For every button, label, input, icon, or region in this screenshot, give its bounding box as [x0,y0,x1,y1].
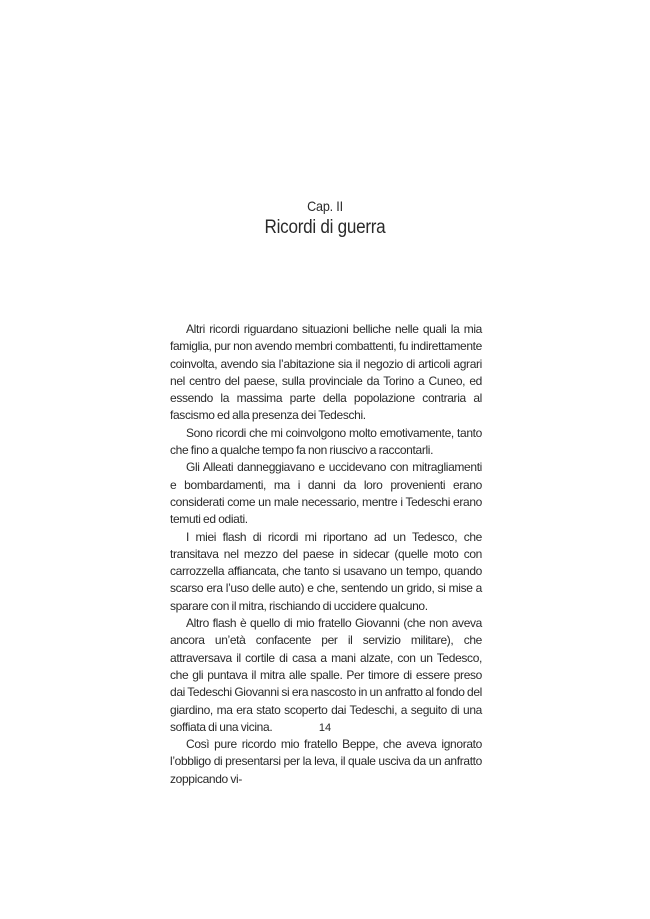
paragraph: Altri ricordi riguardano situazioni belliche nelle quali la mia famiglia, pur non avendo membri combattenti, fu indirettamente coinvolta, avendo sia l’abitazione sia il negozio di articoli agrari nel centro del paese, sulla provinciale da Torino a Cuneo, ed essendo la massima parte della popolazione contraria al fascismo ed alla presenza dei Tedeschi. [170,322,482,423]
paragraph: Gli Alleati danneggiavano e uccidevano con mitragliamenti e bombardamenti, ma i danni da loro provenienti erano considerati come un male necessario, mentre i Tedeschi erano temuti ed odiati. [170,460,482,527]
page-number: 14 [318,722,332,734]
chapter-number: Cap. II [307,198,343,214]
paragraph: Così pure ricordo mio fratello Beppe, che aveva ignorato l’obbligo di presentarsi per la leva, il quale usciva da un anfratto zoppicando vi- [170,737,482,786]
paragraph: Altro flash è quello di mio fratello Giovanni (che non aveva ancora un’età confacente per il servizio militare), che attraversava il cortile di casa a mani alzate, con un Tedesco, che gli puntava il mitra alle spalle. Per timore di essere preso dai Tedeschi Giovanni si era nascosto in un anfratto al fondo del giardino, ma era stato scoperto dai Tedeschi, a seguito di una soffiata di una vicina. [170,616,482,734]
paragraph: Sono ricordi che mi coinvolgono molto emotivamente, tanto che fino a qualche tempo fa non riuscivo a raccontarli. [170,425,482,458]
paragraph: I miei flash di ricordi mi riportano ad un Tedesco, che transitava nel mezzo del paese in sidecar (quelle moto con carrozzella affiancata, che tanto si usavano un tempo, quando scarso era l’uso delle auto) e che, sentendo un grido, si mise a sparare con il mitra, rischiando di uccidere qualcuno. [170,529,482,613]
chapter-heading [0,197,650,240]
body-text [170,321,482,788]
chapter-title: Ricordi di guerra [264,217,386,238]
